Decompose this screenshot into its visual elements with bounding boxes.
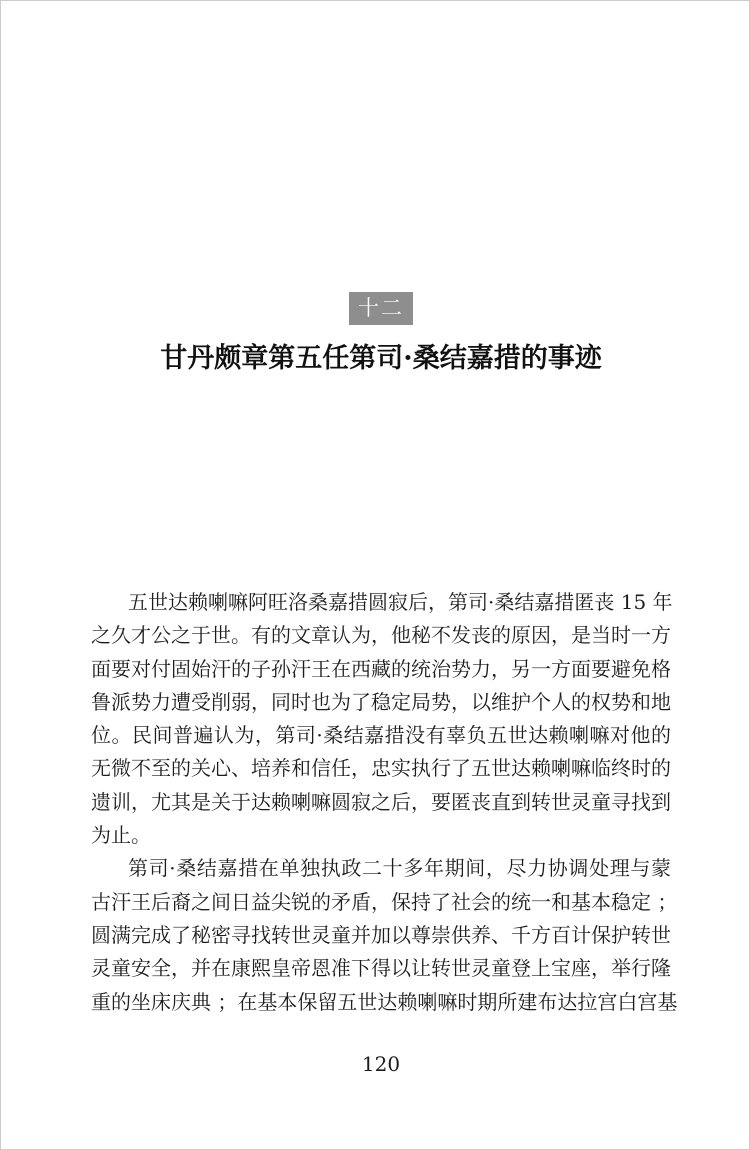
text-line: 无微不至的关心、培养和信任，忠实执行了五世达赖喇嘛临终时的 [91, 756, 671, 781]
chapter-badge-row [91, 292, 671, 325]
text-line: 灵童安全，并在康熙皇帝恩准下得以让转世灵童登上宝座，举行隆 [91, 956, 671, 981]
page-number-row [91, 1052, 671, 1076]
text-line: 面要对付固始汗的子孙汗王在西藏的统治势力，另一方面要避免格 [91, 656, 671, 681]
text-line: 位。民间普遍认为，第司·桑结嘉措没有辜负五世达赖喇嘛对他的 [91, 723, 671, 748]
page-number: 120 [361, 1052, 401, 1076]
text-line: 遗训，尤其是关于达赖喇嘛圆寂之后，要匿丧直到转世灵童寻找到 [91, 789, 671, 814]
text-line: 之久才公之于世。有的文章认为，他秘不发丧的原因，是当时一方 [91, 623, 671, 648]
text-line: 为止。 [91, 823, 151, 848]
text-line: 圆满完成了秘密寻找转世灵童并加以尊崇供养、千方百计保护转世 [91, 922, 671, 947]
chapter-number-badge: 十二 [349, 292, 413, 325]
text-line: 五世达赖喇嘛阿旺洛桑嘉措圆寂后，第司·桑结嘉措匿丧 15 年 [128, 590, 673, 614]
body-text [91, 586, 678, 1019]
text-line: 第司·桑结嘉措在单独执政二十多年期间，尽力协调处理与蒙 [128, 856, 671, 881]
text-line: 鲁派势力遭受削弱，同时也为了稳定局势，以维护个人的权势和地 [91, 689, 671, 714]
text-line: 古汗王后裔之间日益尖锐的矛盾，保持了社会的统一和基本稳定 ； [91, 889, 678, 914]
chapter-title: 甘丹颇章第五任第司·桑结嘉措的事迹 [160, 343, 602, 374]
text-line: 重的坐床庆典 ；在基本保留五世达赖喇嘛时期所建布达拉宫白宫基 [91, 989, 678, 1014]
